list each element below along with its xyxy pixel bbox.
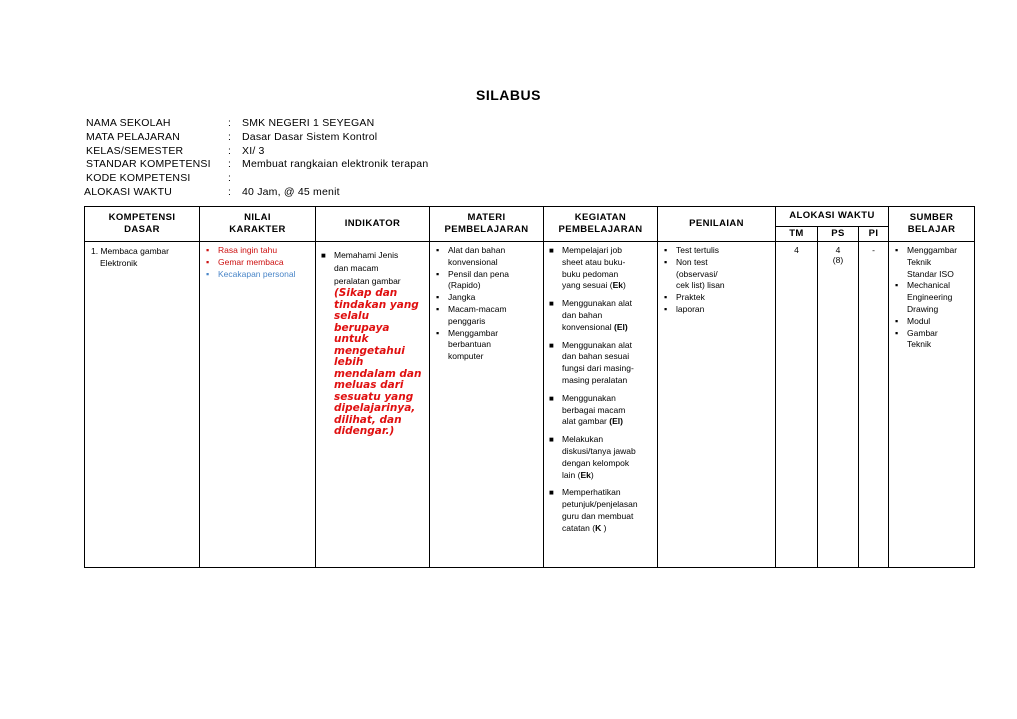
list-item xyxy=(893,280,970,315)
list-line: cek list) lisan xyxy=(676,280,725,291)
list-text: dan bahan xyxy=(562,309,603,320)
cell-penilaian xyxy=(658,242,776,568)
info-value: 40 Jam, @ 45 menit xyxy=(242,185,340,198)
info-label: KODE KOMPETENSI xyxy=(86,172,191,185)
info-colon: : xyxy=(228,117,232,129)
list-text: Menggunakan alat xyxy=(562,298,632,309)
info-label: ALOKASI WAKTU xyxy=(84,185,172,198)
list-text: sheet atau buku- xyxy=(562,256,626,267)
list-line: Engineering xyxy=(907,292,953,303)
list-item xyxy=(434,304,539,328)
info-value: Membuat rangkaian elektronik terapan xyxy=(242,158,429,171)
list-line: ▪ Non test xyxy=(676,256,708,267)
identity-block xyxy=(86,117,428,200)
list-item xyxy=(434,245,539,269)
list-line: ▪ Menggambar xyxy=(448,327,499,338)
list-item xyxy=(434,269,539,293)
cell-kegiatan xyxy=(544,242,658,568)
sikap-line: didengar.) xyxy=(334,425,395,438)
table-row xyxy=(85,242,975,568)
list-line: komputer xyxy=(448,351,484,362)
list-text: alat gambar xyxy=(562,416,610,427)
list-line xyxy=(562,310,653,322)
header-indikator: INDIKATOR xyxy=(316,207,430,242)
list-line xyxy=(562,340,653,352)
list-text: Menggunakan xyxy=(562,392,616,403)
info-row xyxy=(86,145,428,159)
cell-materi xyxy=(430,242,544,568)
list-line xyxy=(562,416,653,428)
list-text: ) xyxy=(601,522,607,533)
cell-indikator xyxy=(316,242,430,568)
list-line: berbantuan xyxy=(448,339,492,350)
list-item xyxy=(662,257,771,292)
list-item: ▪ Kecakapan personal xyxy=(204,269,311,281)
list-item xyxy=(548,393,653,428)
list-line: Teknik xyxy=(907,256,932,267)
list-item xyxy=(548,487,653,534)
info-value: XI/ 3 xyxy=(242,144,265,157)
list-line xyxy=(562,393,653,405)
sikap-line: mendalam dan xyxy=(334,367,422,380)
sikap-line: selalu berupaya xyxy=(334,310,390,334)
header-penilaian: PENILAIAN xyxy=(658,207,776,242)
list-line: ▪ Macam-macam xyxy=(448,303,507,314)
cell-kompetensi: 1. Membaca gambar Elektronik xyxy=(85,242,200,568)
list-text: catatan ( xyxy=(562,522,596,533)
info-row xyxy=(86,172,428,186)
info-row xyxy=(86,117,428,131)
list-item xyxy=(434,328,539,363)
list-line: Drawing xyxy=(907,303,939,314)
list-line: Standar ISO xyxy=(907,268,954,279)
list-line xyxy=(562,280,653,292)
list-text: buku pedoman xyxy=(562,268,619,279)
list-item xyxy=(893,245,970,280)
list-text: petunjuk/penjelasan xyxy=(562,499,638,510)
code-tag: Ek xyxy=(612,280,623,291)
list-line xyxy=(562,458,653,470)
header-nilai-karakter: NILAI KARAKTER xyxy=(200,207,316,242)
list-text: yang sesuai ( xyxy=(562,280,613,291)
list-line xyxy=(562,351,653,363)
sikap-line: dipelajarinya, xyxy=(334,402,416,415)
info-colon: : xyxy=(228,130,232,143)
list-item xyxy=(662,304,771,316)
info-label: NAMA SEKOLAH xyxy=(86,117,171,129)
list-text: masing peralatan xyxy=(562,374,628,385)
list-text: ) xyxy=(622,280,626,291)
list-line: penggaris xyxy=(448,315,486,326)
list-item xyxy=(662,245,771,257)
list-line: ▪ Alat dan bahan xyxy=(448,245,506,255)
list-item xyxy=(548,298,653,333)
code-tag: (El) xyxy=(609,416,623,427)
list-item xyxy=(434,292,539,304)
list-line xyxy=(562,257,653,269)
list-line: ▪ Test tertulis xyxy=(676,245,719,255)
indikator-line: ■ Memahami Jenis xyxy=(334,250,399,260)
cell-sumber xyxy=(889,242,975,568)
list-text: guru dan membuat xyxy=(562,510,634,521)
list-item: ▪ Gemar membaca xyxy=(204,257,311,269)
sikap-line: dilihat, dan xyxy=(334,413,402,426)
code-tag: K xyxy=(595,522,602,533)
list-text: dan bahan sesuai xyxy=(562,351,630,362)
cell-tm: 4 xyxy=(776,242,818,568)
list-line xyxy=(562,487,653,499)
info-label: STANDAR KOMPETENSI xyxy=(86,158,211,171)
list-line: ▪ Menggambar xyxy=(907,245,958,255)
cell-nilai-karakter xyxy=(200,242,316,568)
list-text: fungsi dari masing- xyxy=(562,363,634,374)
list-item: ▪ Rasa ingin tahu xyxy=(204,245,311,257)
list-line: (observasi/ xyxy=(676,268,718,279)
list-item xyxy=(893,328,970,352)
info-colon: : xyxy=(228,185,232,198)
info-colon: : xyxy=(228,172,232,185)
indikator-line: dan macam xyxy=(334,262,379,273)
sikap-line: meluas dari xyxy=(334,379,404,392)
sikap-line: sesuatu yang xyxy=(334,390,414,403)
header-materi: MATERI PEMBELAJARAN xyxy=(430,207,544,242)
list-line xyxy=(562,511,653,523)
list-line xyxy=(562,523,653,535)
list-text: ) xyxy=(590,469,594,480)
info-row xyxy=(86,131,428,145)
list-line xyxy=(562,405,653,417)
list-line: Teknik xyxy=(907,339,932,350)
list-line: ▪ Pensil dan pena xyxy=(448,268,509,279)
code-tag: Ek xyxy=(580,469,591,480)
header-kegiatan: KEGIATAN PEMBELAJARAN xyxy=(544,207,658,242)
list-line xyxy=(562,470,653,482)
list-line xyxy=(562,375,653,387)
list-line: ▪ Mechanical xyxy=(907,280,951,291)
sikap-note xyxy=(320,288,425,438)
info-label: MATA PELAJARAN xyxy=(86,130,181,143)
list-line xyxy=(562,499,653,511)
list-item xyxy=(548,340,653,387)
list-line xyxy=(562,245,653,257)
list-line xyxy=(562,363,653,375)
list-text: Melakukan xyxy=(562,434,604,445)
list-line xyxy=(562,298,653,310)
list-line: ▪ Modul xyxy=(907,315,931,326)
sikap-line: tindakan yang xyxy=(334,298,419,311)
header-ps: PS xyxy=(818,227,859,242)
list-text: diskusi/tanya jawab xyxy=(562,445,636,456)
info-row xyxy=(86,186,428,200)
list-line: (Rapido) xyxy=(448,280,481,291)
info-colon: : xyxy=(228,144,232,157)
header-tm: TM xyxy=(776,227,818,242)
sikap-line: untuk xyxy=(334,333,369,346)
list-line xyxy=(562,446,653,458)
cell-ps: 4 (8) xyxy=(818,242,859,568)
info-colon: : xyxy=(228,158,232,171)
info-label: KELAS/SEMESTER xyxy=(86,144,184,157)
list-text: Menggunakan alat xyxy=(562,339,632,350)
header-kompetensi-dasar: KOMPETENSI DASAR xyxy=(85,207,200,242)
list-line xyxy=(562,434,653,446)
cell-pi: - xyxy=(859,242,889,568)
list-line: ▪ Gambar xyxy=(907,327,938,338)
list-line: ▪ laporan xyxy=(676,303,705,314)
page-title: SILABUS xyxy=(476,87,541,103)
list-item xyxy=(320,250,425,287)
sikap-line: mengetahui lebih xyxy=(334,344,405,369)
list-text: Memperhatikan xyxy=(562,487,621,498)
info-value: SMK NEGERI 1 SEYEGAN xyxy=(242,117,375,129)
sikap-line: (Sikap dan xyxy=(334,287,398,300)
list-line: ▪ Praktek xyxy=(676,292,705,303)
code-tag: (El) xyxy=(613,321,628,332)
list-text: berbagai macam xyxy=(562,404,626,415)
indikator-line: peralatan gambar xyxy=(334,275,401,286)
list-text: Mempelajari job xyxy=(562,245,622,255)
list-item xyxy=(662,292,771,304)
list-text: lain ( xyxy=(562,469,581,480)
list-item xyxy=(548,245,653,292)
info-row xyxy=(86,158,428,172)
list-text: dengan kelompok xyxy=(562,457,630,468)
header-sumber-belajar: SUMBER BELAJAR xyxy=(889,207,975,242)
header-alokasi-waktu: ALOKASI WAKTU xyxy=(776,207,889,227)
list-line: konvensional xyxy=(448,256,498,267)
list-line xyxy=(562,322,653,334)
list-item xyxy=(548,434,653,481)
list-text: konvensional xyxy=(562,321,614,332)
info-value: Dasar Dasar Sistem Kontrol xyxy=(242,130,378,143)
syllabus-table xyxy=(84,206,975,568)
list-item xyxy=(893,316,970,328)
list-line: ▪ Jangka xyxy=(448,292,476,303)
header-pi: PI xyxy=(859,227,889,242)
list-line xyxy=(562,269,653,281)
